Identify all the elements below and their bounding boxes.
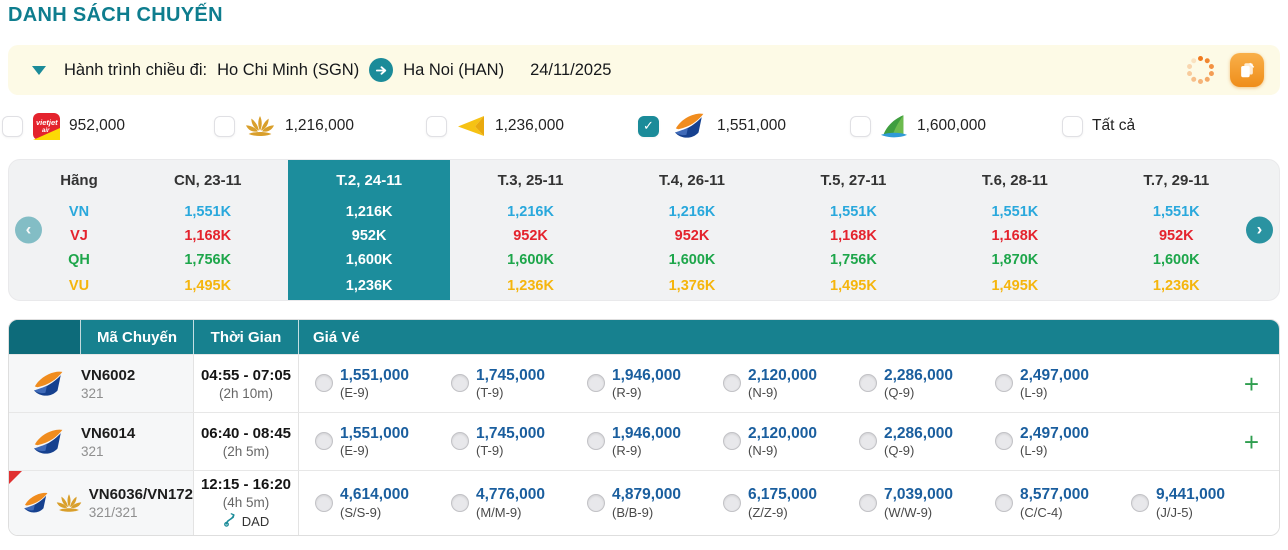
fare-price: 1,551,000 — [340, 366, 409, 384]
calendar-price-cell[interactable]: 1,236K — [288, 272, 449, 300]
route-arrow-icon — [369, 58, 393, 82]
fare-option[interactable] — [451, 367, 587, 400]
calendar-price-cell[interactable]: 952K — [513, 228, 548, 244]
fare-texts — [340, 486, 409, 519]
fare-class: (N-9) — [748, 443, 778, 459]
fare-price: 4,614,000 — [340, 486, 409, 504]
fare-class: (N-9) — [748, 385, 778, 401]
aircraft-type: 321 — [81, 385, 104, 401]
calendar-price-cell[interactable]: 1,216K — [288, 200, 449, 224]
aircraft-type: 321 — [81, 443, 104, 459]
fare-price: 2,120,000 — [748, 424, 817, 442]
calendar-date-header[interactable]: CN, 23-11 — [173, 171, 242, 189]
calendar-date-header[interactable]: T.2, 24-11 — [288, 160, 449, 200]
fare-radio[interactable] — [859, 494, 877, 512]
fare-radio[interactable] — [315, 494, 333, 512]
flight-ident-cell — [9, 355, 194, 412]
fare-texts — [884, 367, 953, 400]
calendar-price-cell[interactable]: 1,236K — [507, 278, 554, 294]
fare-price: 6,175,000 — [748, 486, 817, 504]
fare-class: (B/B-9) — [612, 504, 654, 520]
calendar-price-cell[interactable]: 1,168K — [991, 228, 1039, 244]
fare-price: 2,497,000 — [1020, 366, 1089, 384]
calendar-price-cell[interactable]: 952K — [288, 224, 449, 248]
fare-radio[interactable] — [995, 374, 1013, 392]
flight-code-block — [81, 367, 135, 401]
calendar-price-cell[interactable]: 1,756K — [184, 252, 232, 268]
svg-text:vietjet: vietjet — [35, 117, 58, 127]
fare-option[interactable] — [1131, 486, 1267, 519]
flight-time: 04:55 - 07:05 — [200, 366, 292, 384]
fare-radio[interactable] — [587, 374, 605, 392]
fare-texts — [612, 486, 681, 519]
fare-option[interactable] — [723, 367, 859, 400]
flight-code: VN6014 — [81, 424, 136, 442]
fare-price: 4,879,000 — [612, 486, 681, 504]
fare-radio[interactable] — [859, 374, 877, 392]
calendar-price-cell[interactable]: 1,600K — [507, 252, 554, 268]
calendar-airline-code: QH — [68, 252, 90, 268]
fare-option[interactable] — [859, 486, 995, 519]
flag-marker-icon — [9, 471, 22, 484]
calendar-airline-code: VN — [68, 204, 90, 220]
calendar-price-cell[interactable]: 1,551K — [184, 204, 232, 220]
filter-checkbox[interactable] — [214, 116, 235, 137]
fare-texts — [476, 367, 545, 400]
fare-texts — [340, 425, 409, 458]
airline-filter-row — [2, 109, 1280, 143]
calendar-price-cell[interactable]: 1,495K — [184, 278, 232, 294]
fare-radio[interactable] — [995, 432, 1013, 450]
fare-texts — [884, 425, 953, 458]
calendar-price-cell[interactable]: 1,236K — [1152, 278, 1200, 294]
journey-bar[interactable] — [8, 45, 1280, 95]
calendar-airline-code: VJ — [70, 228, 88, 244]
fare-options-cell — [299, 471, 1279, 535]
filter-checkbox-checked[interactable]: ✓ — [638, 116, 659, 137]
fare-option[interactable] — [315, 486, 451, 519]
flight-row — [9, 354, 1279, 412]
calendar-price-cell[interactable]: 1,216K — [668, 204, 716, 220]
airline-filter-item[interactable] — [1062, 109, 1274, 143]
filter-checkbox[interactable] — [426, 116, 447, 137]
fare-texts — [748, 486, 817, 519]
vietnam-airlines-logo-icon — [19, 486, 51, 520]
flight-ident-cell — [9, 413, 194, 470]
fare-radio[interactable] — [723, 374, 741, 392]
filter-checkbox[interactable] — [850, 116, 871, 137]
filter-price-label: 952,000 — [69, 117, 126, 134]
calendar-price-cell[interactable]: 1,495K — [991, 278, 1039, 294]
calendar-price-cell[interactable]: 1,376K — [668, 278, 716, 294]
add-flight-button[interactable]: + — [1243, 368, 1259, 399]
header-code-cell: Mã Chuyến — [81, 320, 194, 354]
add-flight-button[interactable]: + — [1243, 426, 1259, 457]
fare-option[interactable] — [587, 367, 723, 400]
via-airport-code: DAD — [241, 513, 270, 529]
filter-price-label: 1,600,000 — [917, 117, 986, 134]
fare-option[interactable] — [587, 425, 723, 458]
vietravel-logo-icon — [456, 114, 486, 138]
calendar-price-cell[interactable]: 1,551K — [1152, 204, 1200, 220]
flight-time: 06:40 - 08:45 — [200, 424, 292, 442]
calendar-airline-code: VU — [68, 278, 90, 294]
calendar-date-header[interactable]: T.3, 25-11 — [497, 171, 564, 189]
header-time-cell: Thời Gian — [194, 320, 299, 354]
fare-class: (L-9) — [1020, 443, 1048, 459]
airline-logos — [19, 486, 89, 520]
fare-price: 8,577,000 — [1020, 486, 1089, 504]
flight-code-block — [89, 486, 193, 520]
fare-class: (C/C-4) — [1020, 504, 1063, 520]
fare-radio[interactable] — [995, 494, 1013, 512]
calendar-price-cell[interactable]: 1,600K — [288, 248, 449, 272]
calendar-price-cell[interactable]: 1,168K — [830, 228, 877, 244]
fare-option[interactable] — [315, 367, 451, 400]
bamboo-logo-icon — [880, 114, 908, 139]
fare-texts — [748, 425, 817, 458]
filter-checkbox[interactable] — [2, 116, 23, 137]
flight-code: VN6036/VN172 — [88, 486, 193, 503]
fare-calendar — [8, 159, 1280, 301]
fare-texts — [612, 425, 681, 458]
airline-logos — [19, 367, 81, 401]
fare-radio[interactable] — [315, 432, 333, 450]
flight-table-header — [9, 320, 1279, 354]
filter-checkbox[interactable] — [1062, 116, 1083, 137]
fare-price: 2,120,000 — [748, 366, 817, 384]
fare-class: (Z/Z-9) — [748, 504, 788, 520]
flight-time: 12:15 - 16:20 — [200, 476, 292, 493]
fare-texts — [884, 486, 953, 519]
fare-class: (J/J-5) — [1156, 504, 1193, 520]
golden-lotus-logo-icon — [244, 114, 276, 138]
page-title: DANH SÁCH CHUYẾN — [8, 4, 223, 26]
flight-ident-cell — [9, 471, 194, 535]
journey-from: Ho Chi Minh (SGN) — [217, 60, 360, 79]
filter-price-label: 1,216,000 — [285, 117, 354, 134]
aircraft-type: 321/321 — [88, 505, 138, 520]
flight-duration: (4h 5m) — [222, 495, 270, 510]
calendar-date-header[interactable]: T.4, 26-11 — [659, 171, 725, 189]
calendar-price-cell[interactable]: 1,495K — [830, 278, 877, 294]
flight-time-cell — [194, 413, 299, 470]
fare-price: 1,946,000 — [612, 366, 681, 384]
fare-texts — [612, 367, 681, 400]
journey-to: Ha Noi (HAN) — [403, 60, 505, 79]
fare-price: 2,497,000 — [1020, 424, 1089, 442]
fare-texts — [1156, 486, 1225, 519]
vietnam-airlines-logo-icon — [27, 367, 67, 401]
fare-class: (Q-9) — [884, 443, 915, 459]
calendar-price-cell[interactable]: 1,551K — [991, 204, 1039, 220]
fare-radio[interactable] — [451, 432, 469, 450]
calendar-price-cell[interactable]: 1,216K — [507, 204, 554, 220]
calendar-date-header[interactable]: T.5, 27-11 — [820, 171, 887, 189]
fare-option[interactable] — [723, 486, 859, 519]
fare-price: 4,776,000 — [476, 486, 545, 504]
calendar-date-header[interactable]: T.6, 28-11 — [981, 171, 1048, 189]
loading-spinner-icon — [1186, 56, 1214, 84]
fare-option[interactable] — [587, 486, 723, 519]
flight-time-cell — [194, 471, 299, 535]
calendar-date-header[interactable]: T.7, 29-11 — [1143, 171, 1210, 189]
fare-price: 9,441,000 — [1156, 486, 1225, 504]
fare-price: 2,286,000 — [884, 424, 953, 442]
fare-class: (R-9) — [612, 443, 642, 459]
fare-texts — [476, 486, 545, 519]
fare-option[interactable] — [995, 486, 1131, 519]
flight-time-cell — [194, 355, 299, 412]
fare-option[interactable] — [723, 425, 859, 458]
calendar-price-cell[interactable]: 1,870K — [991, 252, 1039, 268]
fare-class: (W/W-9) — [884, 504, 933, 520]
airline-filter-item[interactable] — [638, 109, 850, 143]
via-stop — [223, 512, 269, 530]
fare-class: (Q-9) — [884, 385, 915, 401]
calendar-price-cell[interactable]: 1,600K — [668, 252, 716, 268]
airline-logos — [19, 425, 81, 459]
fare-option[interactable] — [859, 425, 995, 458]
fare-radio[interactable] — [587, 494, 605, 512]
calendar-price-cell[interactable]: 952K — [674, 228, 710, 244]
fare-option[interactable] — [859, 367, 995, 400]
fare-texts — [748, 367, 817, 400]
airline-filter-item[interactable] — [426, 109, 638, 143]
fare-radio[interactable] — [587, 432, 605, 450]
fare-option[interactable] — [315, 425, 451, 458]
fare-option[interactable] — [995, 425, 1131, 458]
fare-option[interactable] — [451, 486, 587, 519]
fare-radio[interactable] — [723, 432, 741, 450]
calendar-next-button[interactable]: › — [1246, 217, 1273, 244]
fare-texts — [1020, 425, 1089, 458]
fare-class: (R-9) — [612, 385, 642, 401]
header-airline-cell — [9, 320, 81, 354]
fare-class: (S/S-9) — [340, 504, 382, 520]
calendar-price-cell[interactable]: 1,168K — [184, 228, 232, 244]
fare-options-cell — [299, 413, 1279, 470]
calendar-price-cell[interactable]: 1,600K — [1152, 252, 1200, 268]
journey-collapse-caret-icon[interactable] — [32, 66, 46, 75]
fare-option[interactable] — [995, 367, 1131, 400]
flight-row — [9, 470, 1279, 535]
fare-price: 1,745,000 — [476, 424, 545, 442]
fare-class: (E-9) — [340, 443, 369, 459]
journey-label: Hành trình chiều đi: — [64, 60, 208, 79]
vietnam-airlines-logo-icon — [668, 109, 708, 143]
flight-row — [9, 412, 1279, 470]
golden-lotus-logo-icon — [55, 491, 83, 515]
flight-duration: (2h 10m) — [218, 385, 274, 401]
fare-texts — [1020, 367, 1089, 400]
airline-filter-item[interactable] — [850, 109, 1062, 143]
fare-class: (L-9) — [1020, 385, 1048, 401]
fare-price: 1,551,000 — [340, 424, 409, 442]
fare-texts — [340, 367, 409, 400]
copy-pages-icon — [1238, 61, 1256, 79]
fare-price: 2,286,000 — [884, 366, 953, 384]
airline-filter-item[interactable] — [2, 109, 214, 143]
journey-date: 24/11/2025 — [530, 60, 612, 79]
transit-icon — [223, 512, 237, 530]
fare-texts — [1020, 486, 1089, 519]
fare-option[interactable] — [451, 425, 587, 458]
calendar-prev-button[interactable]: ‹ — [15, 217, 42, 244]
vietnam-airlines-logo-icon — [27, 425, 67, 459]
filter-price-label: 1,236,000 — [495, 117, 564, 134]
fare-texts — [476, 425, 545, 458]
fare-price: 1,946,000 — [612, 424, 681, 442]
svg-text:air: air — [41, 127, 49, 134]
filter-all-label: Tất cả — [1092, 117, 1136, 134]
calendar-price-cell[interactable]: 1,756K — [830, 252, 877, 268]
fare-radio[interactable] — [451, 374, 469, 392]
fare-price: 1,745,000 — [476, 366, 545, 384]
airline-filter-item[interactable] — [214, 109, 426, 143]
fare-radio[interactable] — [1131, 494, 1149, 512]
fare-radio[interactable] — [723, 494, 741, 512]
fare-class: (T-9) — [476, 443, 504, 459]
fare-class: (E-9) — [340, 385, 369, 401]
fare-class: (M/M-9) — [476, 504, 522, 520]
fare-class: (T-9) — [476, 385, 504, 401]
flight-table — [8, 319, 1280, 536]
flight-code: VN6002 — [81, 366, 136, 384]
calendar-airline-header: Hãng — [60, 171, 98, 189]
fare-price: 7,039,000 — [884, 486, 953, 504]
fare-radio[interactable] — [315, 374, 333, 392]
flight-code-block — [81, 425, 135, 459]
calendar-price-cell[interactable]: 1,551K — [830, 204, 877, 220]
calendar-price-cell[interactable]: 952K — [1158, 228, 1194, 244]
vietjet-logo-icon — [32, 113, 60, 140]
filter-price-label: 1,551,000 — [717, 117, 786, 134]
fare-radio[interactable] — [859, 432, 877, 450]
fare-radio[interactable] — [451, 494, 469, 512]
copy-button[interactable] — [1230, 53, 1264, 87]
fare-options-cell — [299, 355, 1279, 412]
flight-duration: (2h 5m) — [222, 443, 270, 459]
header-fare-cell: Giá Vé — [313, 328, 360, 346]
